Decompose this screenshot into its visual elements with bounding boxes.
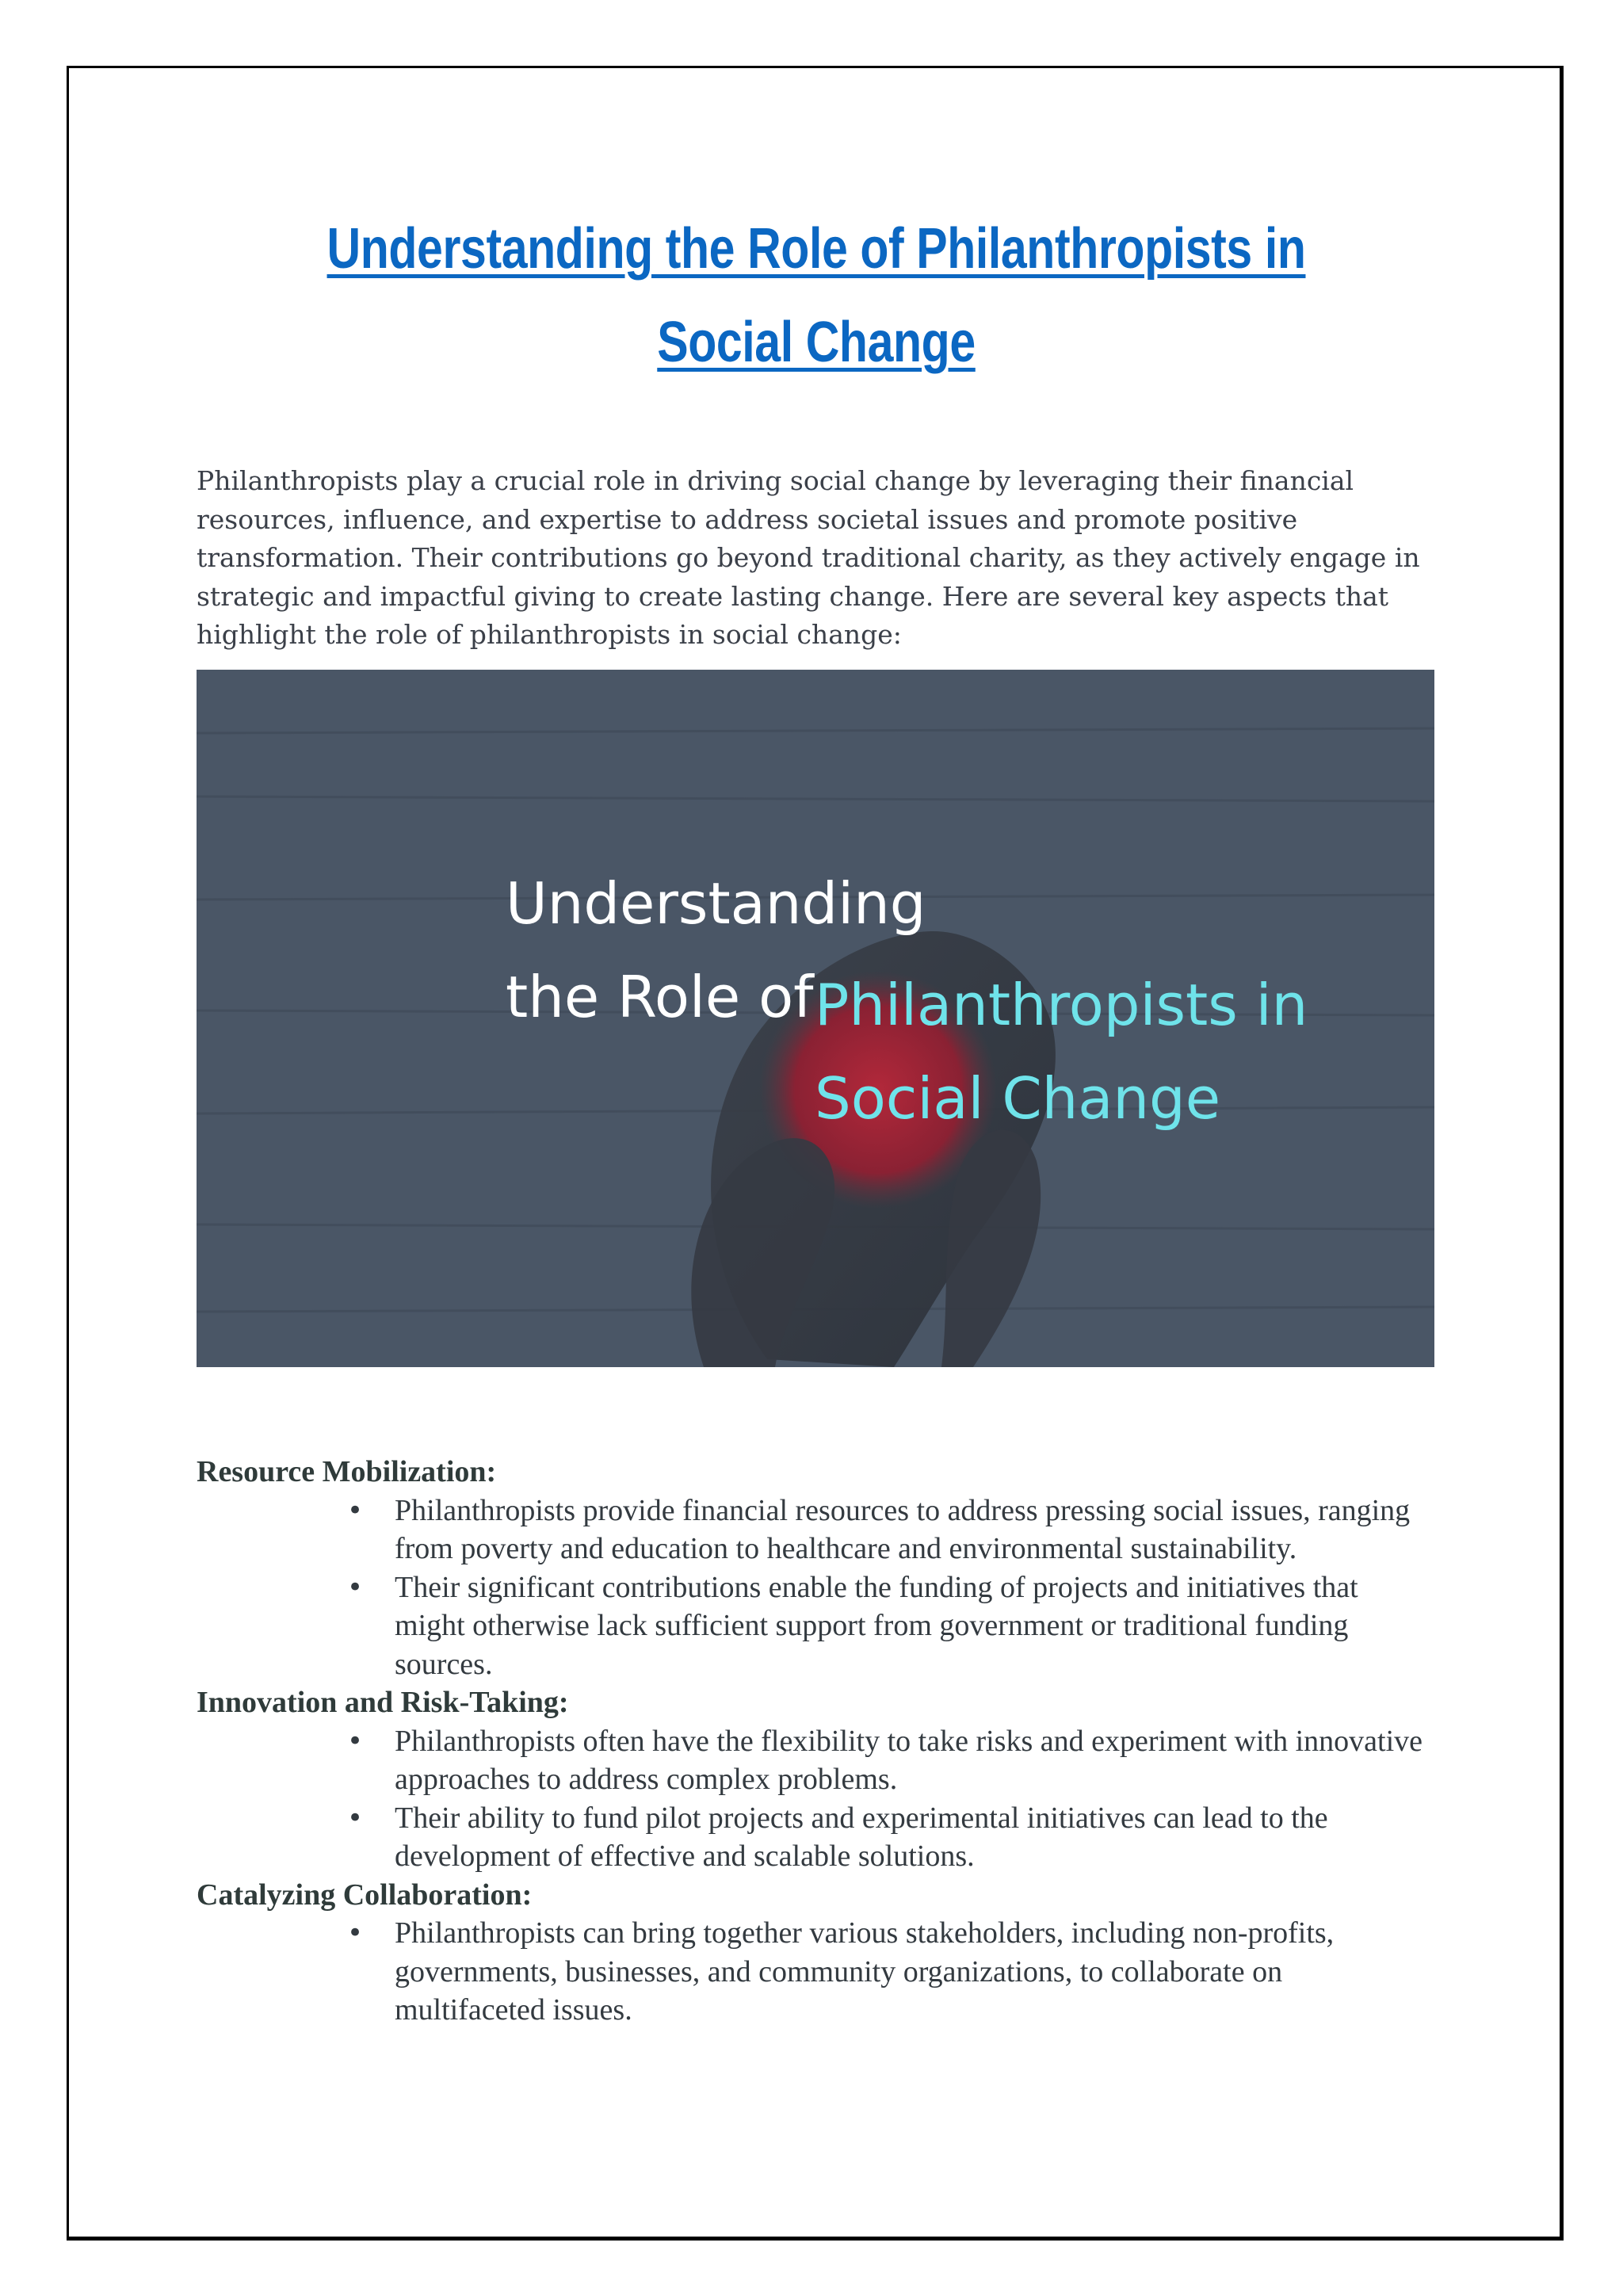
- section-resource-mobilization: [197, 1453, 1449, 1683]
- bullet-item: • Philanthropists provide financial resources to address pressing social issues, ranging from poverty and education to healthcare and environmental sustainability.: [395, 1492, 1449, 1568]
- hero-line-3: Social Change: [815, 1065, 1221, 1132]
- bullet-list: [197, 1492, 1449, 1684]
- section-heading: Innovation and Risk-Taking:: [197, 1686, 569, 1719]
- hero-line-2: the Role of: [506, 964, 814, 1030]
- bullet-list: [197, 1722, 1449, 1876]
- section-heading: Resource Mobilization:: [197, 1455, 497, 1488]
- bullet-item: • Their ability to fund pilot projects and experimental initiatives can lead to the development of effective and scalable solutions.: [395, 1799, 1449, 1876]
- section-catalyzing-collaboration: [197, 1876, 1449, 2030]
- document-body: [197, 1453, 1449, 2030]
- bullet-list: [197, 1914, 1449, 2030]
- document-title: Understanding the Role of Philanthropists in Social Change: [327, 217, 1306, 374]
- hero-line-2-accent: Philanthropists in: [815, 972, 1308, 1038]
- section-heading: Catalyzing Collaboration:: [197, 1878, 533, 1912]
- bullet-item: • Philanthropists can bring together various stakeholders, including non-profits, governments, businesses, and community organizations, to collaborate on multifaceted issues.: [395, 1914, 1449, 2030]
- hero-image: [197, 670, 1434, 1367]
- hero-line-1: Understanding: [506, 870, 926, 937]
- intro-paragraph: Philanthropists play a crucial role in driving social change by leveraging their financial resources, influence, and expertise to address societal issues and promote positive transformation. Their contributions go beyond traditional charity, as they actively engage in strategic and impactful giving to create lasting change. Here are several key aspects that highlight the role of philanthropists in social change:: [197, 465, 1420, 650]
- bullet-item: • Their significant contributions enable the funding of projects and initiatives that might otherwise lack sufficient support from government or traditional funding sources.: [395, 1568, 1449, 1684]
- section-innovation-risk-taking: [197, 1683, 1449, 1876]
- bullet-item: • Philanthropists often have the flexibility to take risks and experiment with innovative approaches to address complex problems.: [395, 1722, 1449, 1799]
